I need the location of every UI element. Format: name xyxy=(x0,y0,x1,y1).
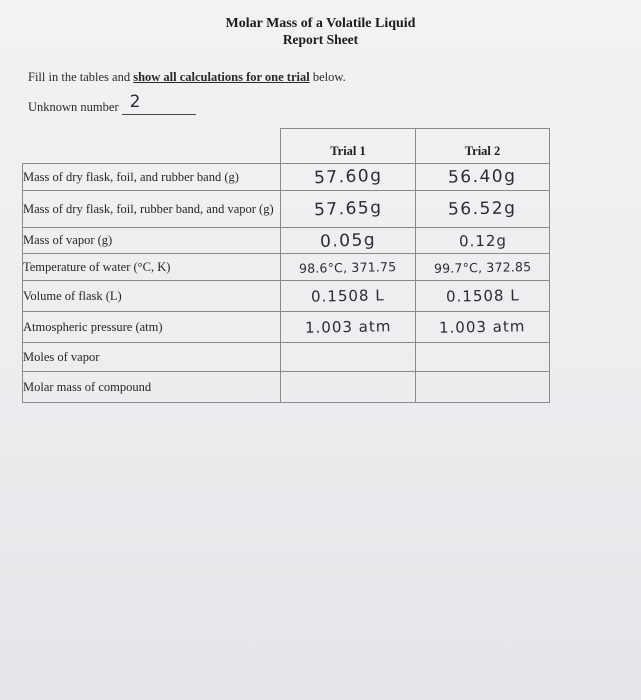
header-trial-1: Trial 1 xyxy=(281,129,416,164)
trial-2-value: 56.40g xyxy=(448,166,517,188)
trial-2-value: 0.12g xyxy=(458,231,507,250)
trial-2-cell[interactable] xyxy=(416,164,550,191)
trial-1-value: 0.1508 L xyxy=(311,286,385,306)
row-label: Volume of flask (L) xyxy=(23,281,281,312)
unknown-number-field[interactable] xyxy=(122,92,196,115)
page-subtitle: Report Sheet xyxy=(282,32,359,47)
table-row xyxy=(23,191,550,228)
trial-2-cell[interactable] xyxy=(416,312,550,343)
trial-1-cell[interactable] xyxy=(281,372,416,403)
trial-1-cell[interactable] xyxy=(281,281,416,312)
trial-1-cell[interactable] xyxy=(281,254,416,281)
unknown-number-label: Unknown number xyxy=(28,100,119,114)
trial-1-value: 57.60g xyxy=(313,165,383,189)
instructions-suffix: below. xyxy=(309,70,346,84)
table-row xyxy=(23,164,550,191)
table-row xyxy=(23,343,550,372)
trial-2-value: 56.52g xyxy=(448,198,517,220)
table-row xyxy=(23,372,550,403)
trial-2-cell[interactable] xyxy=(416,372,550,403)
trial-1-value: 0.05g xyxy=(319,229,377,252)
instructions-prefix: Fill in the tables and xyxy=(28,70,134,84)
trial-2-cell[interactable] xyxy=(416,343,550,372)
trial-2-value: 99.7°C, 372.85 xyxy=(433,258,532,276)
row-label: Mass of dry flask, foil, and rubber band (g) xyxy=(23,164,281,191)
report-table xyxy=(22,128,550,403)
table-header-row xyxy=(23,129,550,164)
row-label: Temperature of water (°C, K) xyxy=(23,254,281,281)
trial-1-cell[interactable] xyxy=(281,191,416,228)
trial-1-cell[interactable] xyxy=(281,228,416,254)
unknown-number-value: 2 xyxy=(129,92,141,112)
trial-2-value: 0.1508 L xyxy=(445,286,520,306)
header-trial-2: Trial 2 xyxy=(416,129,550,164)
trial-1-cell[interactable] xyxy=(281,164,416,191)
instructions-emphasis: show all calculations for one trial xyxy=(133,70,310,84)
trial-1-value: 98.6°C, 371.75 xyxy=(299,258,397,276)
row-label: Molar mass of compound xyxy=(23,372,281,403)
trial-1-value: 57.65g xyxy=(313,197,383,221)
trial-2-cell[interactable] xyxy=(416,191,550,228)
row-label: Moles of vapor xyxy=(23,343,281,372)
page-title: Molar Mass of a Volatile Liquid xyxy=(225,16,416,31)
unknown-number-line xyxy=(28,92,196,115)
trial-2-cell[interactable] xyxy=(416,228,550,254)
instructions-text xyxy=(28,70,346,85)
trial-2-cell[interactable] xyxy=(416,281,550,312)
row-label: Mass of dry flask, foil, rubber band, and vapor (g) xyxy=(23,191,281,228)
table-row xyxy=(23,312,550,343)
trial-2-cell[interactable] xyxy=(416,254,550,281)
header-blank-cell xyxy=(23,129,281,164)
table-row xyxy=(23,254,550,281)
row-label: Mass of vapor (g) xyxy=(23,228,281,254)
trial-1-value: 1.003 atm xyxy=(304,317,392,337)
trial-1-cell[interactable] xyxy=(281,343,416,372)
trial-1-cell[interactable] xyxy=(281,312,416,343)
trial-2-value: 1.003 atm xyxy=(439,317,526,337)
table-row xyxy=(23,281,550,312)
table-row xyxy=(23,228,550,254)
row-label: Atmospheric pressure (atm) xyxy=(23,312,281,343)
